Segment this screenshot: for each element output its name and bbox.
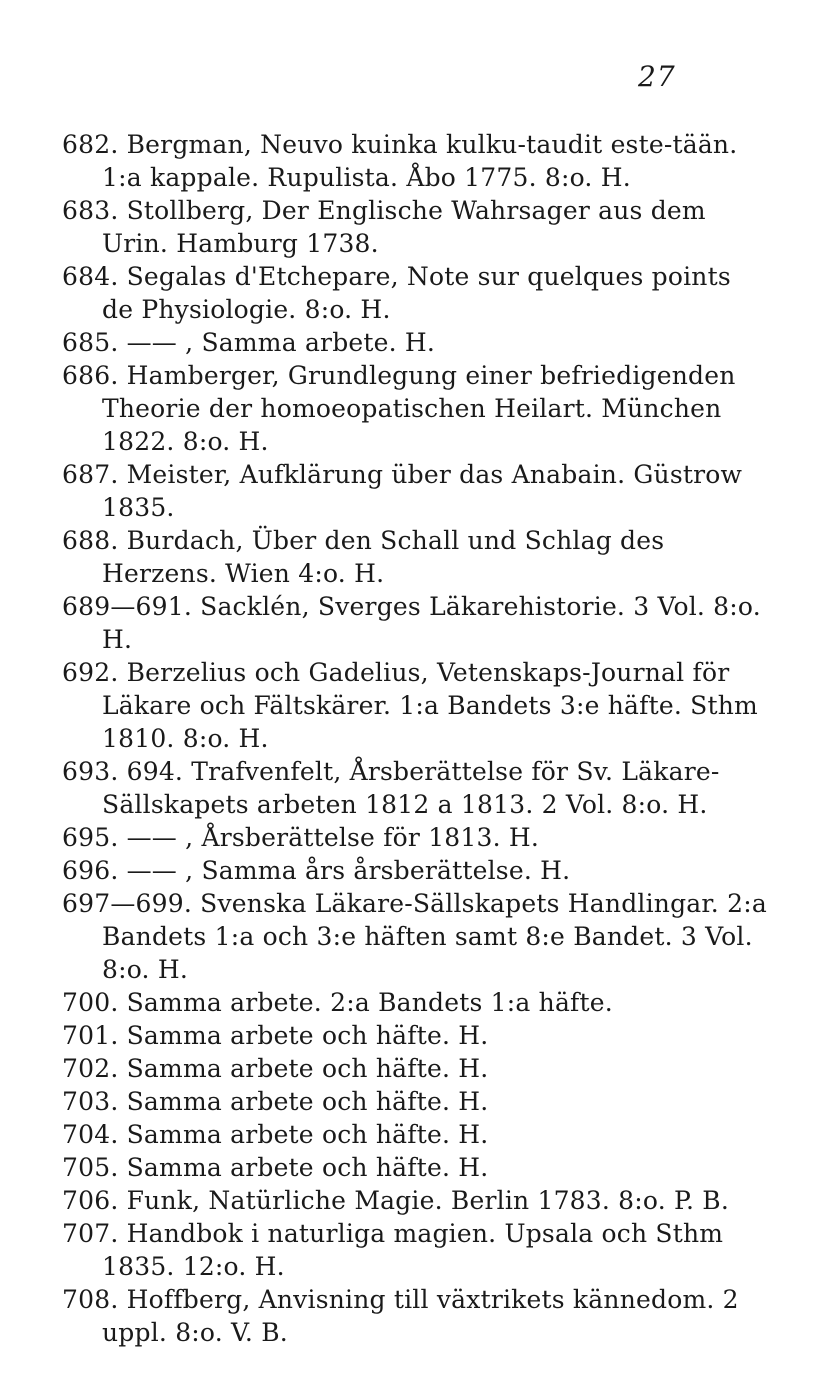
catalogue-entry: 700. Samma arbete. 2:a Bandets 1:a häfte. bbox=[62, 988, 613, 1017]
catalogue-entry: 701. Samma arbete och häfte. H. bbox=[62, 1021, 489, 1050]
catalogue-entry: 703. Samma arbete och häfte. H. bbox=[62, 1087, 489, 1116]
page-number: 27 bbox=[638, 60, 676, 93]
catalogue-entries bbox=[62, 128, 770, 1349]
catalogue-entry: 702. Samma arbete och häfte. H. bbox=[62, 1054, 489, 1083]
catalogue-entry: 692. Berzelius och Gadelius, Vetenskaps-Journal för Läkare och Fältskärer. 1:a Bandets 3:e häfte. Sthm 1810. 8:o. H. bbox=[62, 658, 758, 753]
catalogue-entry: 705. Samma arbete och häfte. H. bbox=[62, 1153, 489, 1182]
catalogue-entry: 682. Bergman, Neuvo kuinka kulku-taudit este-tään. 1:a kappale. Rupulista. Åbo 1775. 8:o. H. bbox=[62, 130, 738, 192]
catalogue-entry: 708. Hoffberg, Anvisning till växtrikets kännedom. 2 uppl. 8:o. V. B. bbox=[62, 1285, 739, 1347]
catalogue-entry: 697—699. Svenska Läkare-Sällskapets Handlingar. 2:a Bandets 1:a och 3:e häften samt 8:e Bandet. 3 Vol. 8:o. H. bbox=[62, 889, 767, 984]
catalogue-entry: 686. Hamberger, Grundlegung einer befriedigenden Theorie der homoeopatischen Heilart. München 1822. 8:o. H. bbox=[62, 361, 736, 456]
catalogue-entry: 683. Stollberg, Der Englische Wahrsager aus dem Urin. Hamburg 1738. bbox=[62, 196, 706, 258]
catalogue-entry: 695. —— , Årsberättelse för 1813. H. bbox=[62, 823, 540, 852]
catalogue-entry: 696. —— , Samma års årsberättelse. H. bbox=[62, 856, 571, 885]
catalogue-entry: 687. Meister, Aufklärung über das Anabain. Güstrow 1835. bbox=[62, 460, 743, 522]
catalogue-entry: 688. Burdach, Über den Schall und Schlag des Herzens. Wien 4:o. H. bbox=[62, 526, 665, 588]
catalogue-entry: 684. Segalas d'Etchepare, Note sur quelques points de Physiologie. 8:o. H. bbox=[62, 262, 731, 324]
catalogue-entry: 685. —— , Samma arbete. H. bbox=[62, 328, 436, 357]
catalogue-entry: 706. Funk, Natürliche Magie. Berlin 1783. 8:o. P. B. bbox=[62, 1186, 729, 1215]
catalogue-entry: 704. Samma arbete och häfte. H. bbox=[62, 1120, 489, 1149]
catalogue-entry: 707. Handbok i naturliga magien. Upsala och Sthm 1835. 12:o. H. bbox=[62, 1219, 724, 1281]
catalogue-entry: 693. 694. Trafvenfelt, Årsberättelse för Sv. Läkare-Sällskapets arbeten 1812 a 1813. 2 Vol. 8:o. H. bbox=[62, 757, 720, 819]
catalogue-entry: 689—691. Sacklén, Sverges Läkarehistorie. 3 Vol. 8:o. H. bbox=[62, 592, 761, 654]
